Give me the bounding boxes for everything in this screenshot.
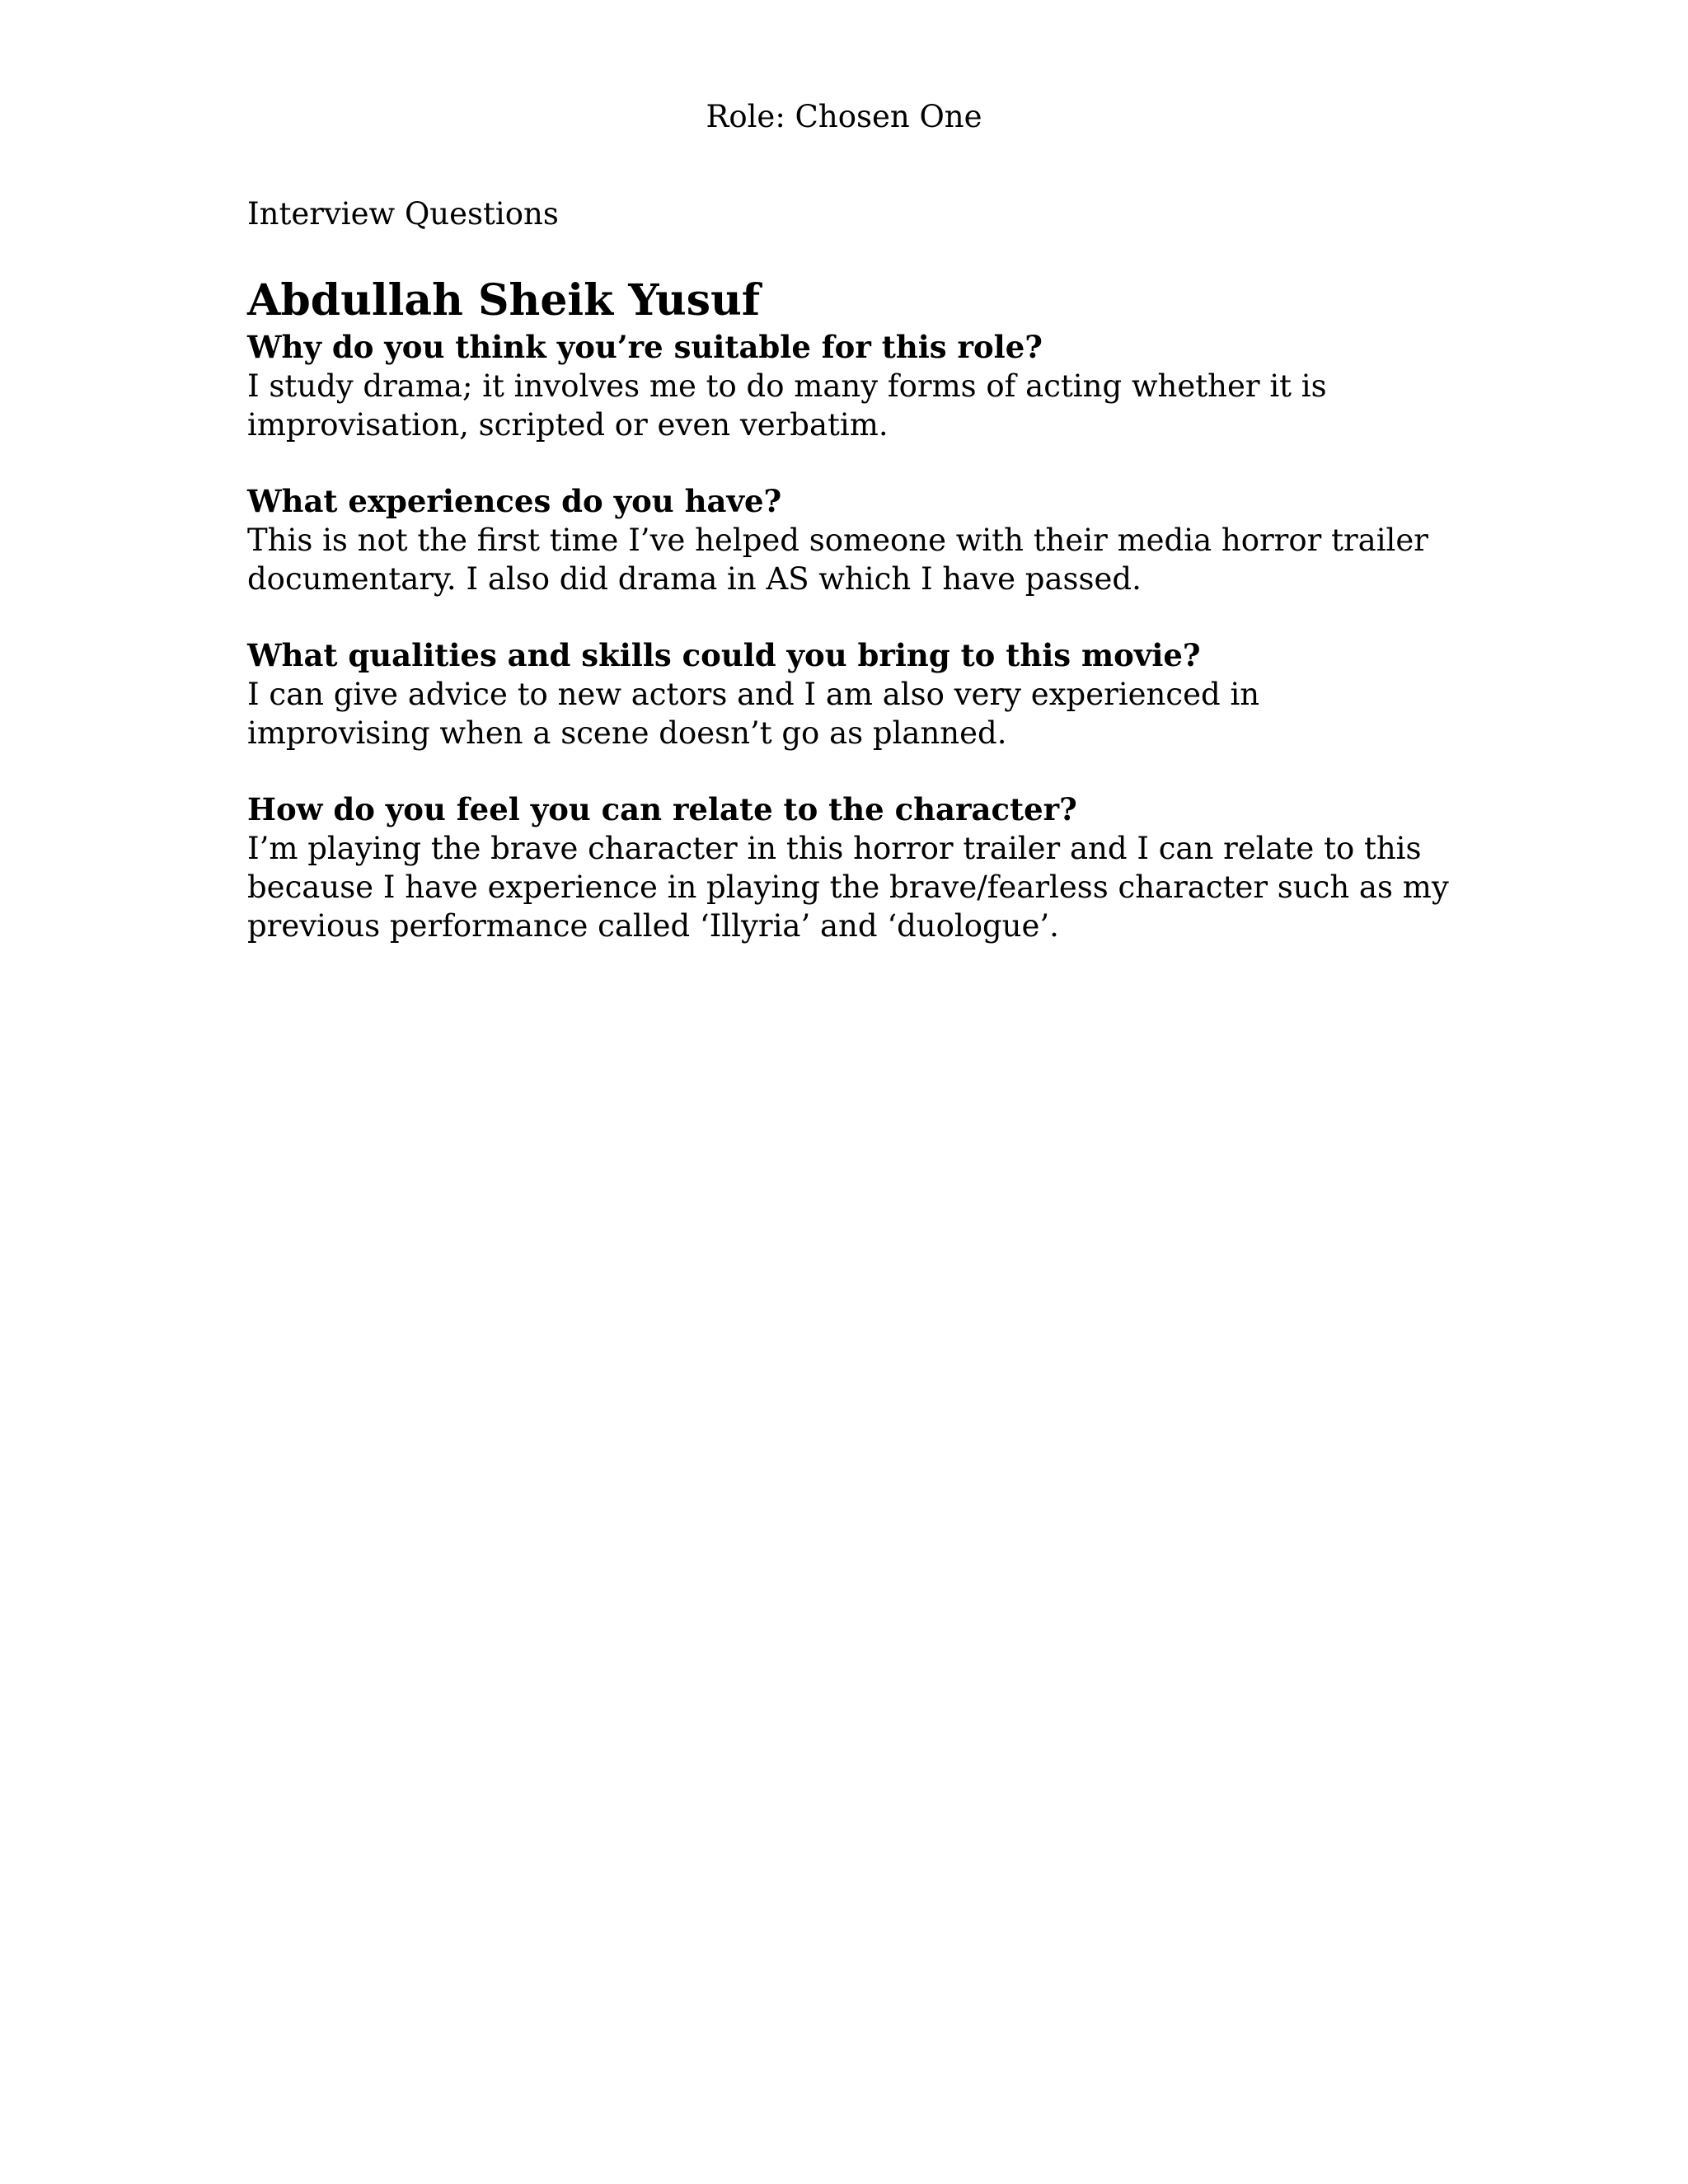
answer-text: This is not the first time I’ve helped someone with their media horror trailer documentary. I also did drama in AS which I have passed. [247,523,1428,597]
qa-item [247,328,1451,444]
qa-item [247,790,1451,945]
role-title: Role: Chosen One [706,99,982,134]
interview-questions-label: Interview Questions [247,196,559,232]
answer-text: I’m playing the brave character in this horror trailer and I can relate to this because I have experience in playing the brave/fearless character such as my previous performance called ‘Illyria’ and ‘duologue’. [247,831,1449,944]
question-text: What experiences do you have? [247,483,782,519]
document-body [247,194,1451,983]
qa-item [247,636,1451,752]
question-text: How do you feel you can relate to the character? [247,791,1077,827]
question-text: What qualities and skills could you bring to this movie? [247,637,1201,673]
answer-text: I study drama; it involves me to do many forms of acting whether it is improvisation, scripted or even verbatim. [247,368,1327,443]
answer-text: I can give advice to new actors and I am also very experienced in improvising when a scene doesn’t go as planned. [247,677,1260,751]
qa-item [247,482,1451,598]
question-text: Why do you think you’re suitable for this role? [247,329,1043,365]
interviewee-name: Abdullah Sheik Yusuf [247,275,761,326]
